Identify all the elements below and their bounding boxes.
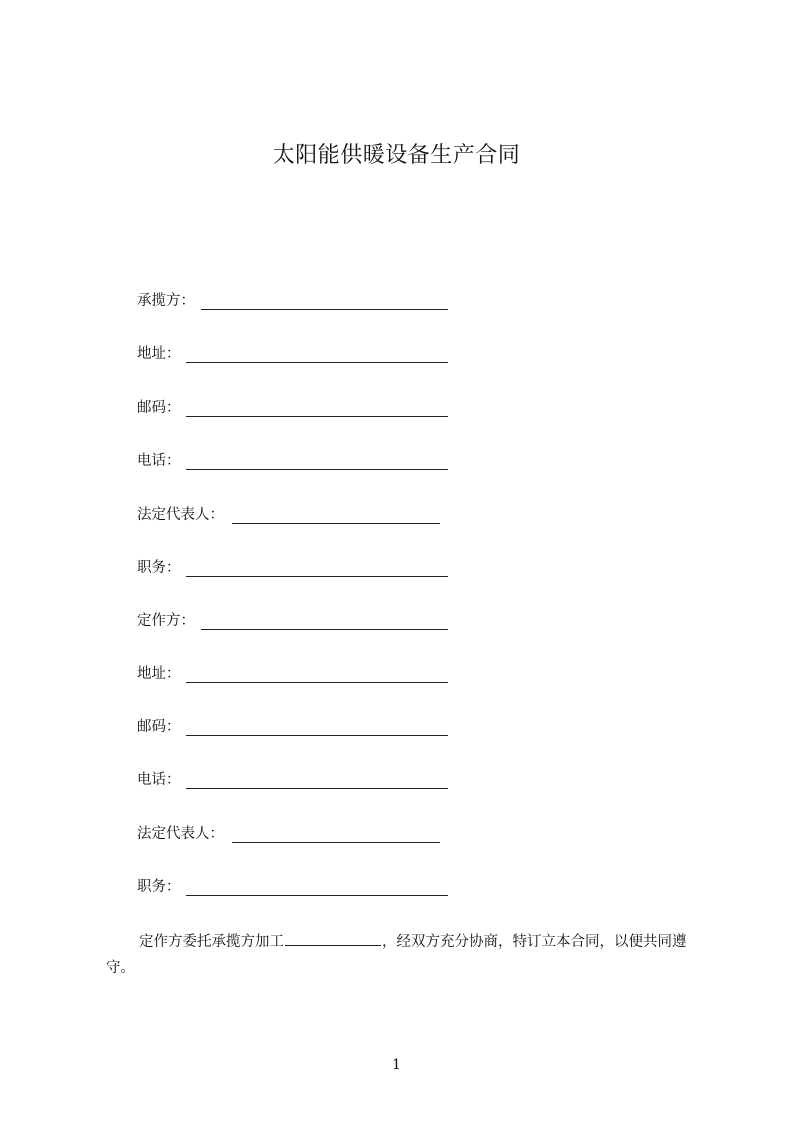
field-label: 电话： <box>137 772 181 788</box>
intro-text-after: ，经双方充分协商，特订立本合同，以便共同遵守。 <box>106 934 687 976</box>
fill-in-line[interactable] <box>186 576 448 577</box>
field-label: 职务： <box>137 879 181 895</box>
fill-in-line[interactable] <box>232 523 440 524</box>
field-label: 邮码： <box>137 400 181 416</box>
field-label: 职务： <box>137 560 181 576</box>
fill-in-line[interactable] <box>186 895 448 896</box>
page-title: 太阳能供暖设备生产合同 <box>272 143 521 168</box>
field-label: 电话： <box>137 453 181 469</box>
fill-in-line[interactable] <box>186 735 448 736</box>
fill-in-line[interactable] <box>186 469 448 470</box>
fill-in-line[interactable] <box>186 362 448 363</box>
fill-in-line[interactable] <box>201 309 448 310</box>
field-label: 法定代表人： <box>137 507 224 523</box>
fill-in-line[interactable] <box>201 629 448 630</box>
field-label: 承揽方： <box>137 293 195 309</box>
field-label: 地址： <box>137 666 181 682</box>
field-label: 邮码： <box>137 719 181 735</box>
intro-paragraph <box>106 929 706 981</box>
intro-text-before: 定作方委托承揽方加工 <box>139 934 284 950</box>
field-label: 定作方： <box>137 613 195 629</box>
field-label: 法定代表人： <box>137 826 224 842</box>
page-number: 1 <box>392 1057 401 1073</box>
fill-in-line[interactable] <box>186 416 448 417</box>
fill-in-line[interactable] <box>186 788 448 789</box>
fill-in-line[interactable] <box>232 842 440 843</box>
field-label: 地址： <box>137 346 181 362</box>
product-blank[interactable] <box>285 929 381 946</box>
fill-in-line[interactable] <box>186 682 448 683</box>
